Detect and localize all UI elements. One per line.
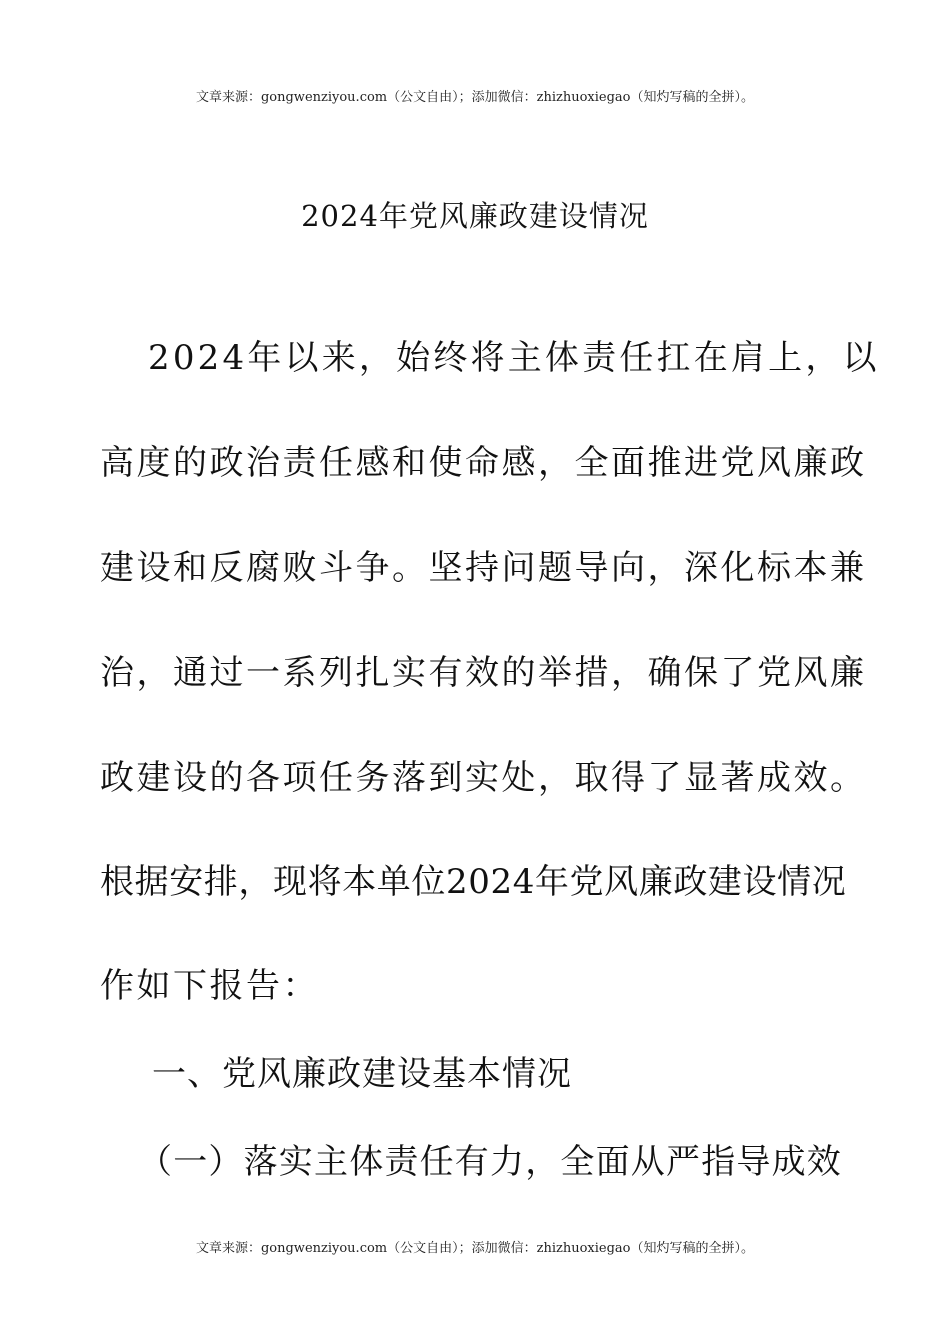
subsection-heading: （一）落实主体责任有力，全面从严指导成效 — [138, 1142, 842, 1182]
paragraph-line: 2024年以来，始终将主体责任扛在肩上，以 — [148, 338, 880, 378]
paragraph-line: 治，通过一系列扎实有效的举措，确保了党风廉 — [100, 653, 867, 693]
header-source-note: 文章来源：gongwenziyou.com（公文自由）；添加微信：zhizhuoxiegao（知灼写稿的全拼）。 — [195, 90, 755, 105]
document-title: 2024年党风廉政建设情况 — [301, 199, 649, 233]
section-heading: 一、党风廉政建设基本情况 — [152, 1054, 572, 1094]
paragraph-line: 建设和反腐败斗争。坚持问题导向，深化标本兼 — [100, 548, 867, 588]
paragraph-line: 根据安排，现将本单位2024年党风廉政建设情况 — [100, 862, 847, 902]
paragraph-line: 高度的政治责任感和使命感，全面推进党风廉政 — [100, 443, 867, 483]
paragraph-line: 政建设的各项任务落到实处，取得了显著成效。 — [100, 758, 867, 798]
paragraph-line: 作如下报告： — [100, 966, 319, 1006]
footer-source-note: 文章来源：gongwenziyou.com（公文自由）；添加微信：zhizhuoxiegao（知灼写稿的全拼）。 — [195, 1241, 755, 1256]
